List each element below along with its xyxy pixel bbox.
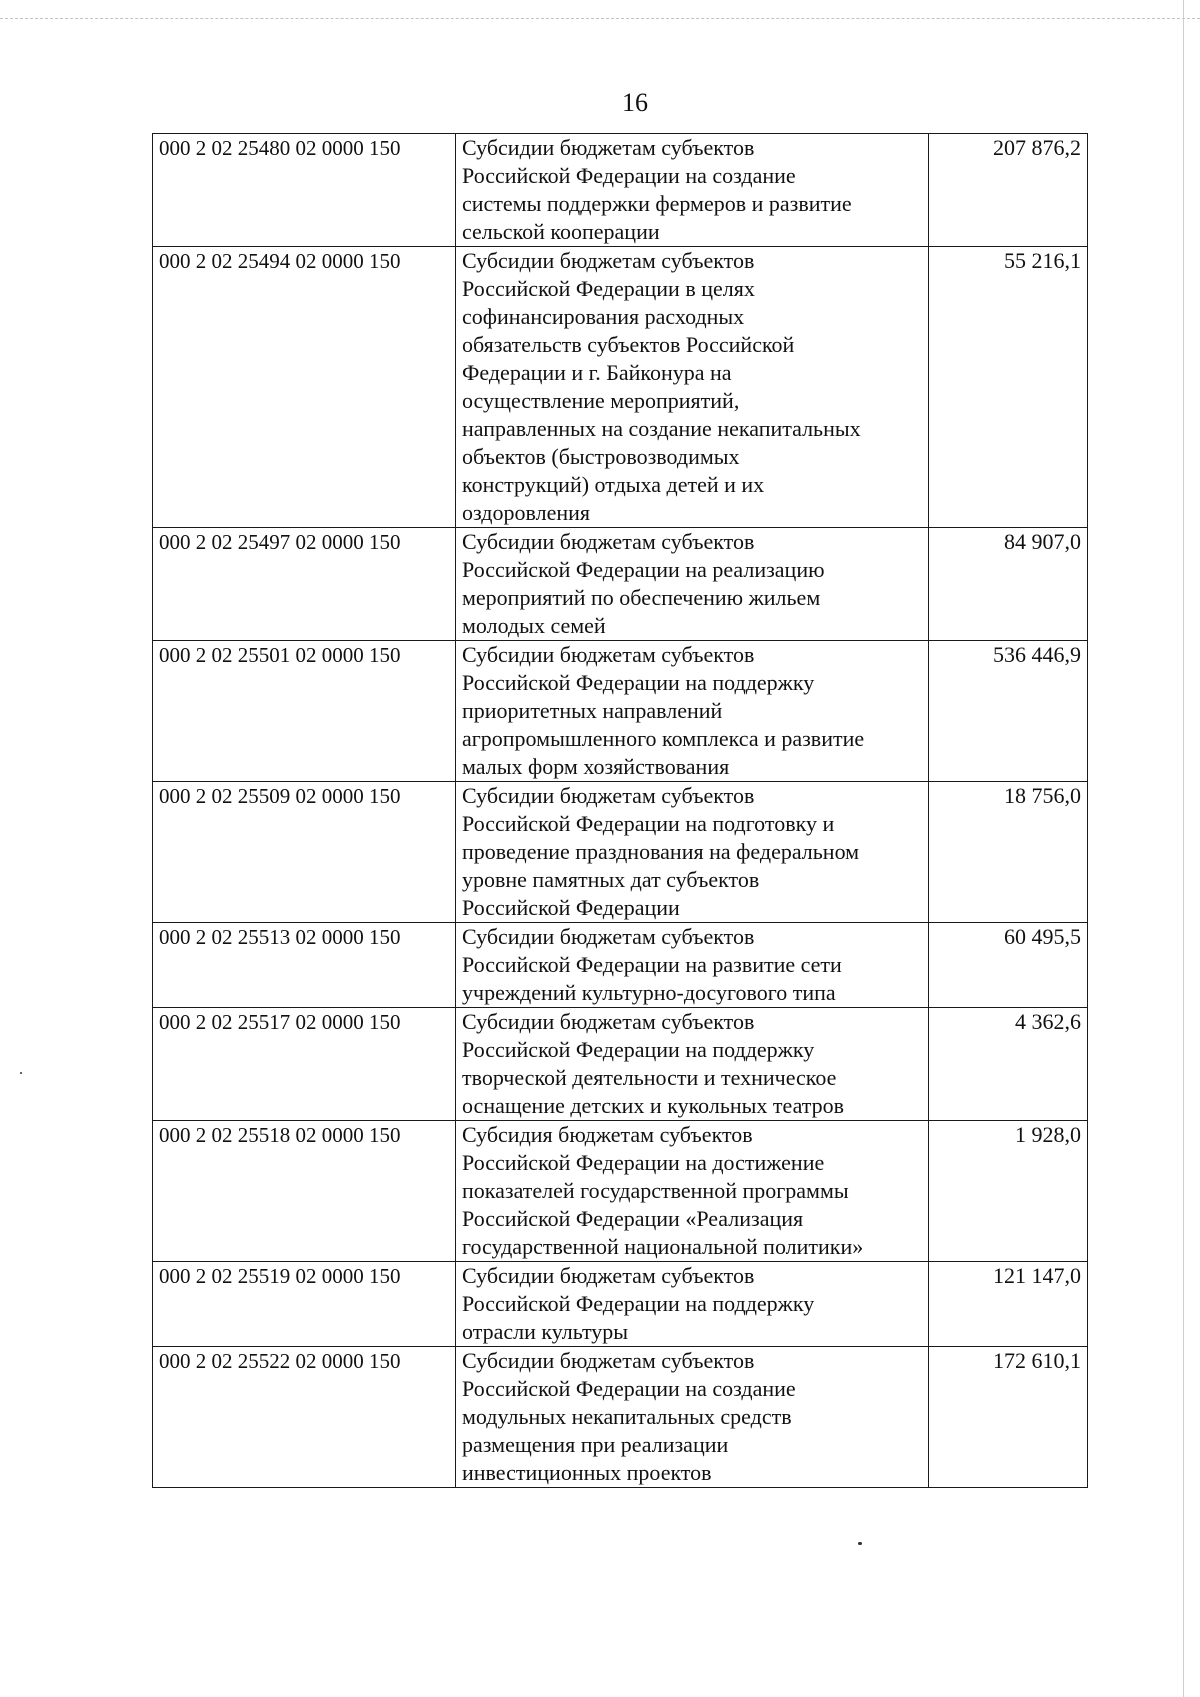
description-line: отрасли культуры bbox=[462, 1319, 629, 1344]
description-line: Российской Федерации на поддержку bbox=[462, 1291, 815, 1316]
budget-code-cell: 000 2 02 25519 02 0000 150 bbox=[153, 1262, 456, 1347]
description-line: модульных некапитальных средств bbox=[462, 1404, 792, 1429]
description-line: Российской Федерации на поддержку bbox=[462, 670, 815, 695]
table-row bbox=[153, 1008, 1088, 1121]
description-line: оздоровления bbox=[462, 500, 590, 525]
description-line: молодых семей bbox=[462, 613, 606, 638]
table-row bbox=[153, 1121, 1088, 1262]
budget-code-cell: 000 2 02 25501 02 0000 150 bbox=[153, 641, 456, 782]
description-line: направленных на создание некапитальных bbox=[462, 416, 861, 441]
description-line: Федерации и г. Байконура на bbox=[462, 360, 732, 385]
amount-cell: 207 876,2 bbox=[929, 134, 1088, 247]
budget-code-cell: 000 2 02 25518 02 0000 150 bbox=[153, 1121, 456, 1262]
budget-code-cell: 000 2 02 25509 02 0000 150 bbox=[153, 782, 456, 923]
amount-cell: 4 362,6 bbox=[929, 1008, 1088, 1121]
page-number: 16 bbox=[622, 88, 648, 117]
description-cell bbox=[456, 247, 929, 528]
table-row bbox=[153, 1347, 1088, 1488]
description-line: учреждений культурно-досугового типа bbox=[462, 980, 836, 1005]
table-row bbox=[153, 134, 1088, 247]
description-line: государственной национальной политики» bbox=[462, 1234, 864, 1259]
table-row bbox=[153, 528, 1088, 641]
description-line: Субсидии бюджетам субъектов bbox=[462, 783, 755, 808]
description-line: Субсидии бюджетам субъектов bbox=[462, 924, 755, 949]
budget-table bbox=[152, 133, 1088, 1488]
description-cell bbox=[456, 528, 929, 641]
budget-code-cell: 000 2 02 25513 02 0000 150 bbox=[153, 923, 456, 1008]
description-line: Российской Федерации на развитие сети bbox=[462, 952, 842, 977]
table-row bbox=[153, 1262, 1088, 1347]
description-line: Субсидия бюджетам субъектов bbox=[462, 1122, 753, 1147]
description-line: проведение празднования на федеральном bbox=[462, 839, 860, 864]
table-row bbox=[153, 923, 1088, 1008]
description-cell bbox=[456, 782, 929, 923]
description-cell bbox=[456, 1347, 929, 1488]
budget-code-cell: 000 2 02 25494 02 0000 150 bbox=[153, 247, 456, 528]
budget-code-cell: 000 2 02 25480 02 0000 150 bbox=[153, 134, 456, 247]
table-row bbox=[153, 641, 1088, 782]
scan-right-edge bbox=[1183, 0, 1184, 1697]
budget-code-cell: 000 2 02 25497 02 0000 150 bbox=[153, 528, 456, 641]
description-line: Субсидии бюджетам субъектов bbox=[462, 1263, 755, 1288]
description-line: сельской кооперации bbox=[462, 219, 660, 244]
table-row bbox=[153, 782, 1088, 923]
description-line: Российской Федерации на достижение bbox=[462, 1150, 825, 1175]
amount-cell: 84 907,0 bbox=[929, 528, 1088, 641]
description-line: Субсидии бюджетам субъектов bbox=[462, 135, 755, 160]
description-line: творческой деятельности и техническое bbox=[462, 1065, 837, 1090]
description-line: Субсидии бюджетам субъектов bbox=[462, 1009, 755, 1034]
description-line: Российской Федерации на реализацию bbox=[462, 557, 825, 582]
description-line: Субсидии бюджетам субъектов bbox=[462, 642, 755, 667]
scan-speck bbox=[20, 1072, 22, 1074]
amount-cell: 60 495,5 bbox=[929, 923, 1088, 1008]
budget-table-body bbox=[153, 134, 1088, 1488]
budget-code-cell: 000 2 02 25522 02 0000 150 bbox=[153, 1347, 456, 1488]
description-line: Российской Федерации на создание bbox=[462, 163, 796, 188]
description-line: объектов (быстровозводимых bbox=[462, 444, 740, 469]
description-line: осуществление мероприятий, bbox=[462, 388, 740, 413]
amount-cell: 121 147,0 bbox=[929, 1262, 1088, 1347]
description-cell bbox=[456, 1008, 929, 1121]
description-cell bbox=[456, 641, 929, 782]
budget-code-cell: 000 2 02 25517 02 0000 150 bbox=[153, 1008, 456, 1121]
description-cell bbox=[456, 1262, 929, 1347]
description-line: Российской Федерации на создание bbox=[462, 1376, 796, 1401]
amount-cell: 1 928,0 bbox=[929, 1121, 1088, 1262]
description-line: конструкций) отдыха детей и их bbox=[462, 472, 765, 497]
description-line: Российской Федерации bbox=[462, 895, 680, 920]
description-line: показателей государственной программы bbox=[462, 1178, 849, 1203]
amount-cell: 536 446,9 bbox=[929, 641, 1088, 782]
description-line: размещения при реализации bbox=[462, 1432, 729, 1457]
description-line: мероприятий по обеспечению жильем bbox=[462, 585, 821, 610]
description-line: обязательств субъектов Российской bbox=[462, 332, 795, 357]
amount-cell: 172 610,1 bbox=[929, 1347, 1088, 1488]
description-line: малых форм хозяйствования bbox=[462, 754, 730, 779]
description-line: софинансирования расходных bbox=[462, 304, 745, 329]
table-row bbox=[153, 247, 1088, 528]
amount-cell: 55 216,1 bbox=[929, 247, 1088, 528]
description-line: Российской Федерации на подготовку и bbox=[462, 811, 835, 836]
description-cell bbox=[456, 134, 929, 247]
description-line: уровне памятных дат субъектов bbox=[462, 867, 760, 892]
description-line: системы поддержки фермеров и развитие bbox=[462, 191, 852, 216]
description-line: Российской Федерации «Реализация bbox=[462, 1206, 804, 1231]
description-line: Субсидии бюджетам субъектов bbox=[462, 1348, 755, 1373]
scan-top-edge bbox=[0, 18, 1200, 19]
amount-cell: 18 756,0 bbox=[929, 782, 1088, 923]
description-line: Российской Федерации на поддержку bbox=[462, 1037, 815, 1062]
description-cell bbox=[456, 1121, 929, 1262]
description-line: приоритетных направлений bbox=[462, 698, 723, 723]
description-line: Субсидии бюджетам субъектов bbox=[462, 529, 755, 554]
description-line: инвестиционных проектов bbox=[462, 1460, 712, 1485]
scan-speck bbox=[858, 1542, 862, 1545]
description-line: Субсидии бюджетам субъектов bbox=[462, 248, 755, 273]
description-cell bbox=[456, 923, 929, 1008]
description-line: оснащение детских и кукольных театров bbox=[462, 1093, 845, 1118]
description-line: Российской Федерации в целях bbox=[462, 276, 755, 301]
description-line: агропромышленного комплекса и развитие bbox=[462, 726, 865, 751]
